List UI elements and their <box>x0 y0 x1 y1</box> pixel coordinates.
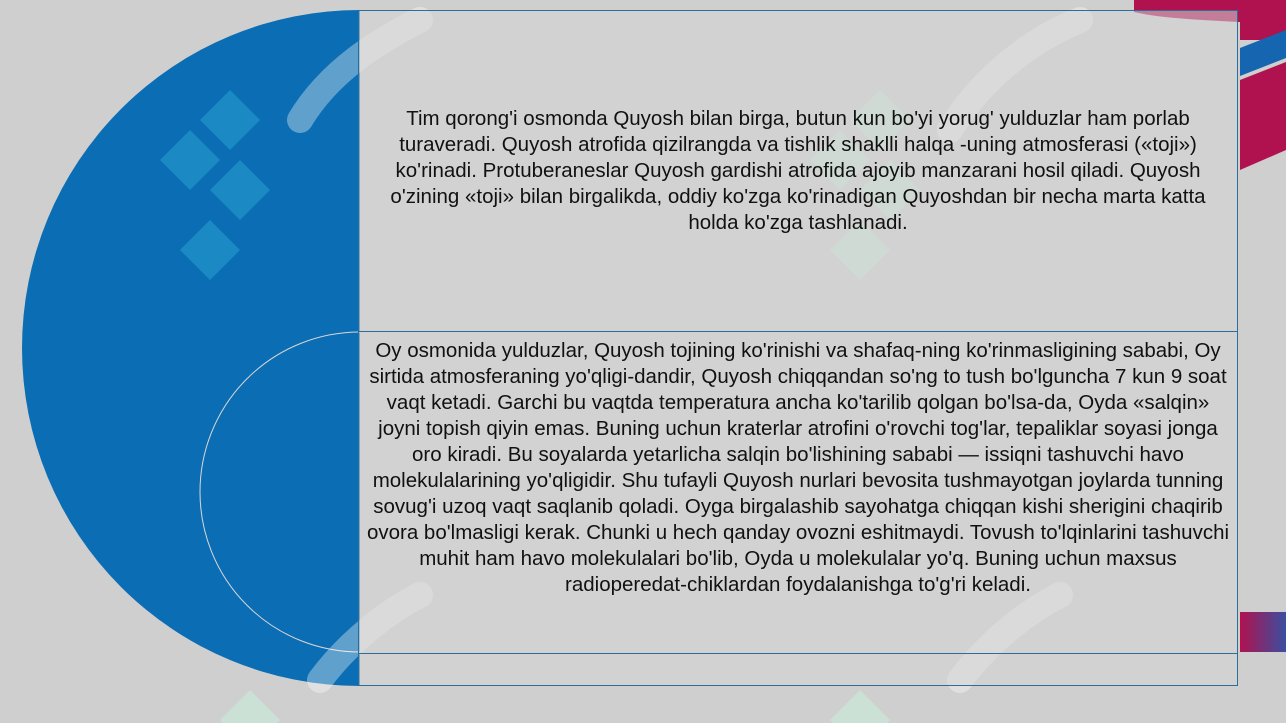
paragraph-sun-corona: Tim qorong'i osmonda Quyosh bilan birga, butun kun bo'yi yorug' yulduzlar ham porlab turaveradi. Quyosh atrofida qizilrangda va tishlik shaklli halqa -uning atmosferasi («toji») ko'rinadi. Protuberaneslar Quyosh gardishi atrofida ajoyib manzarani hosil qiladi. Quyosh o'zining «toji» bilan birgalikda, oddiy ko'zga ko'rinadigan Quyoshdan bir necha marta katta holda ko'zga tashlanadi. <box>390 107 1206 234</box>
corner-bar-decoration <box>1240 612 1286 652</box>
text-cell-bottom <box>359 332 1237 654</box>
text-panel <box>358 10 1238 686</box>
text-cell-top <box>359 11 1237 332</box>
paragraph-moon-sky: Oy osmonida yulduzlar, Quyosh tojining ko'rinishi va shafaq-ning ko'rinmasligining sababi, Oy sirtida atmosferaning yo'qligi-dandir, Quyosh chiqqandan so'ng to tush bo'lguncha 7 kun 9 soat vaqt ketadi. Garchi bu vaqtda temperatura ancha ko'tarilib qolgan bo'lsa-da, Oyda «salqin» joyni topish qiyin emas. Buning uchun kraterlar atrofini o'rovchi tog'lar, tepaliklar soyasi jonga oro kiradi. Bu soyalarda yetarlicha salqin bo'lishining sababi — issiqni tashuvchi havo molekulalarining yo'qligidir. Shu tufayli Quyosh nurlari bevosita tushmayotgan joylarda tunning sovug'i uzoq vaqt saqlanib qoladi. Oyga birgalashib sayohatga chiqqan kishi sherigini chaqirib ovora bo'lmasligi kerak. Chunki u hech qanday ovozni eshitmaydi. Tovush to'lqinlarini tashuvchi muhit ham havo molekulalari bo'lib, Oyda u molekulalar yo'q. Buning uchun maxsus radioperedat-chiklardan foydalanishga to'g'ri keladi. <box>366 339 1230 596</box>
